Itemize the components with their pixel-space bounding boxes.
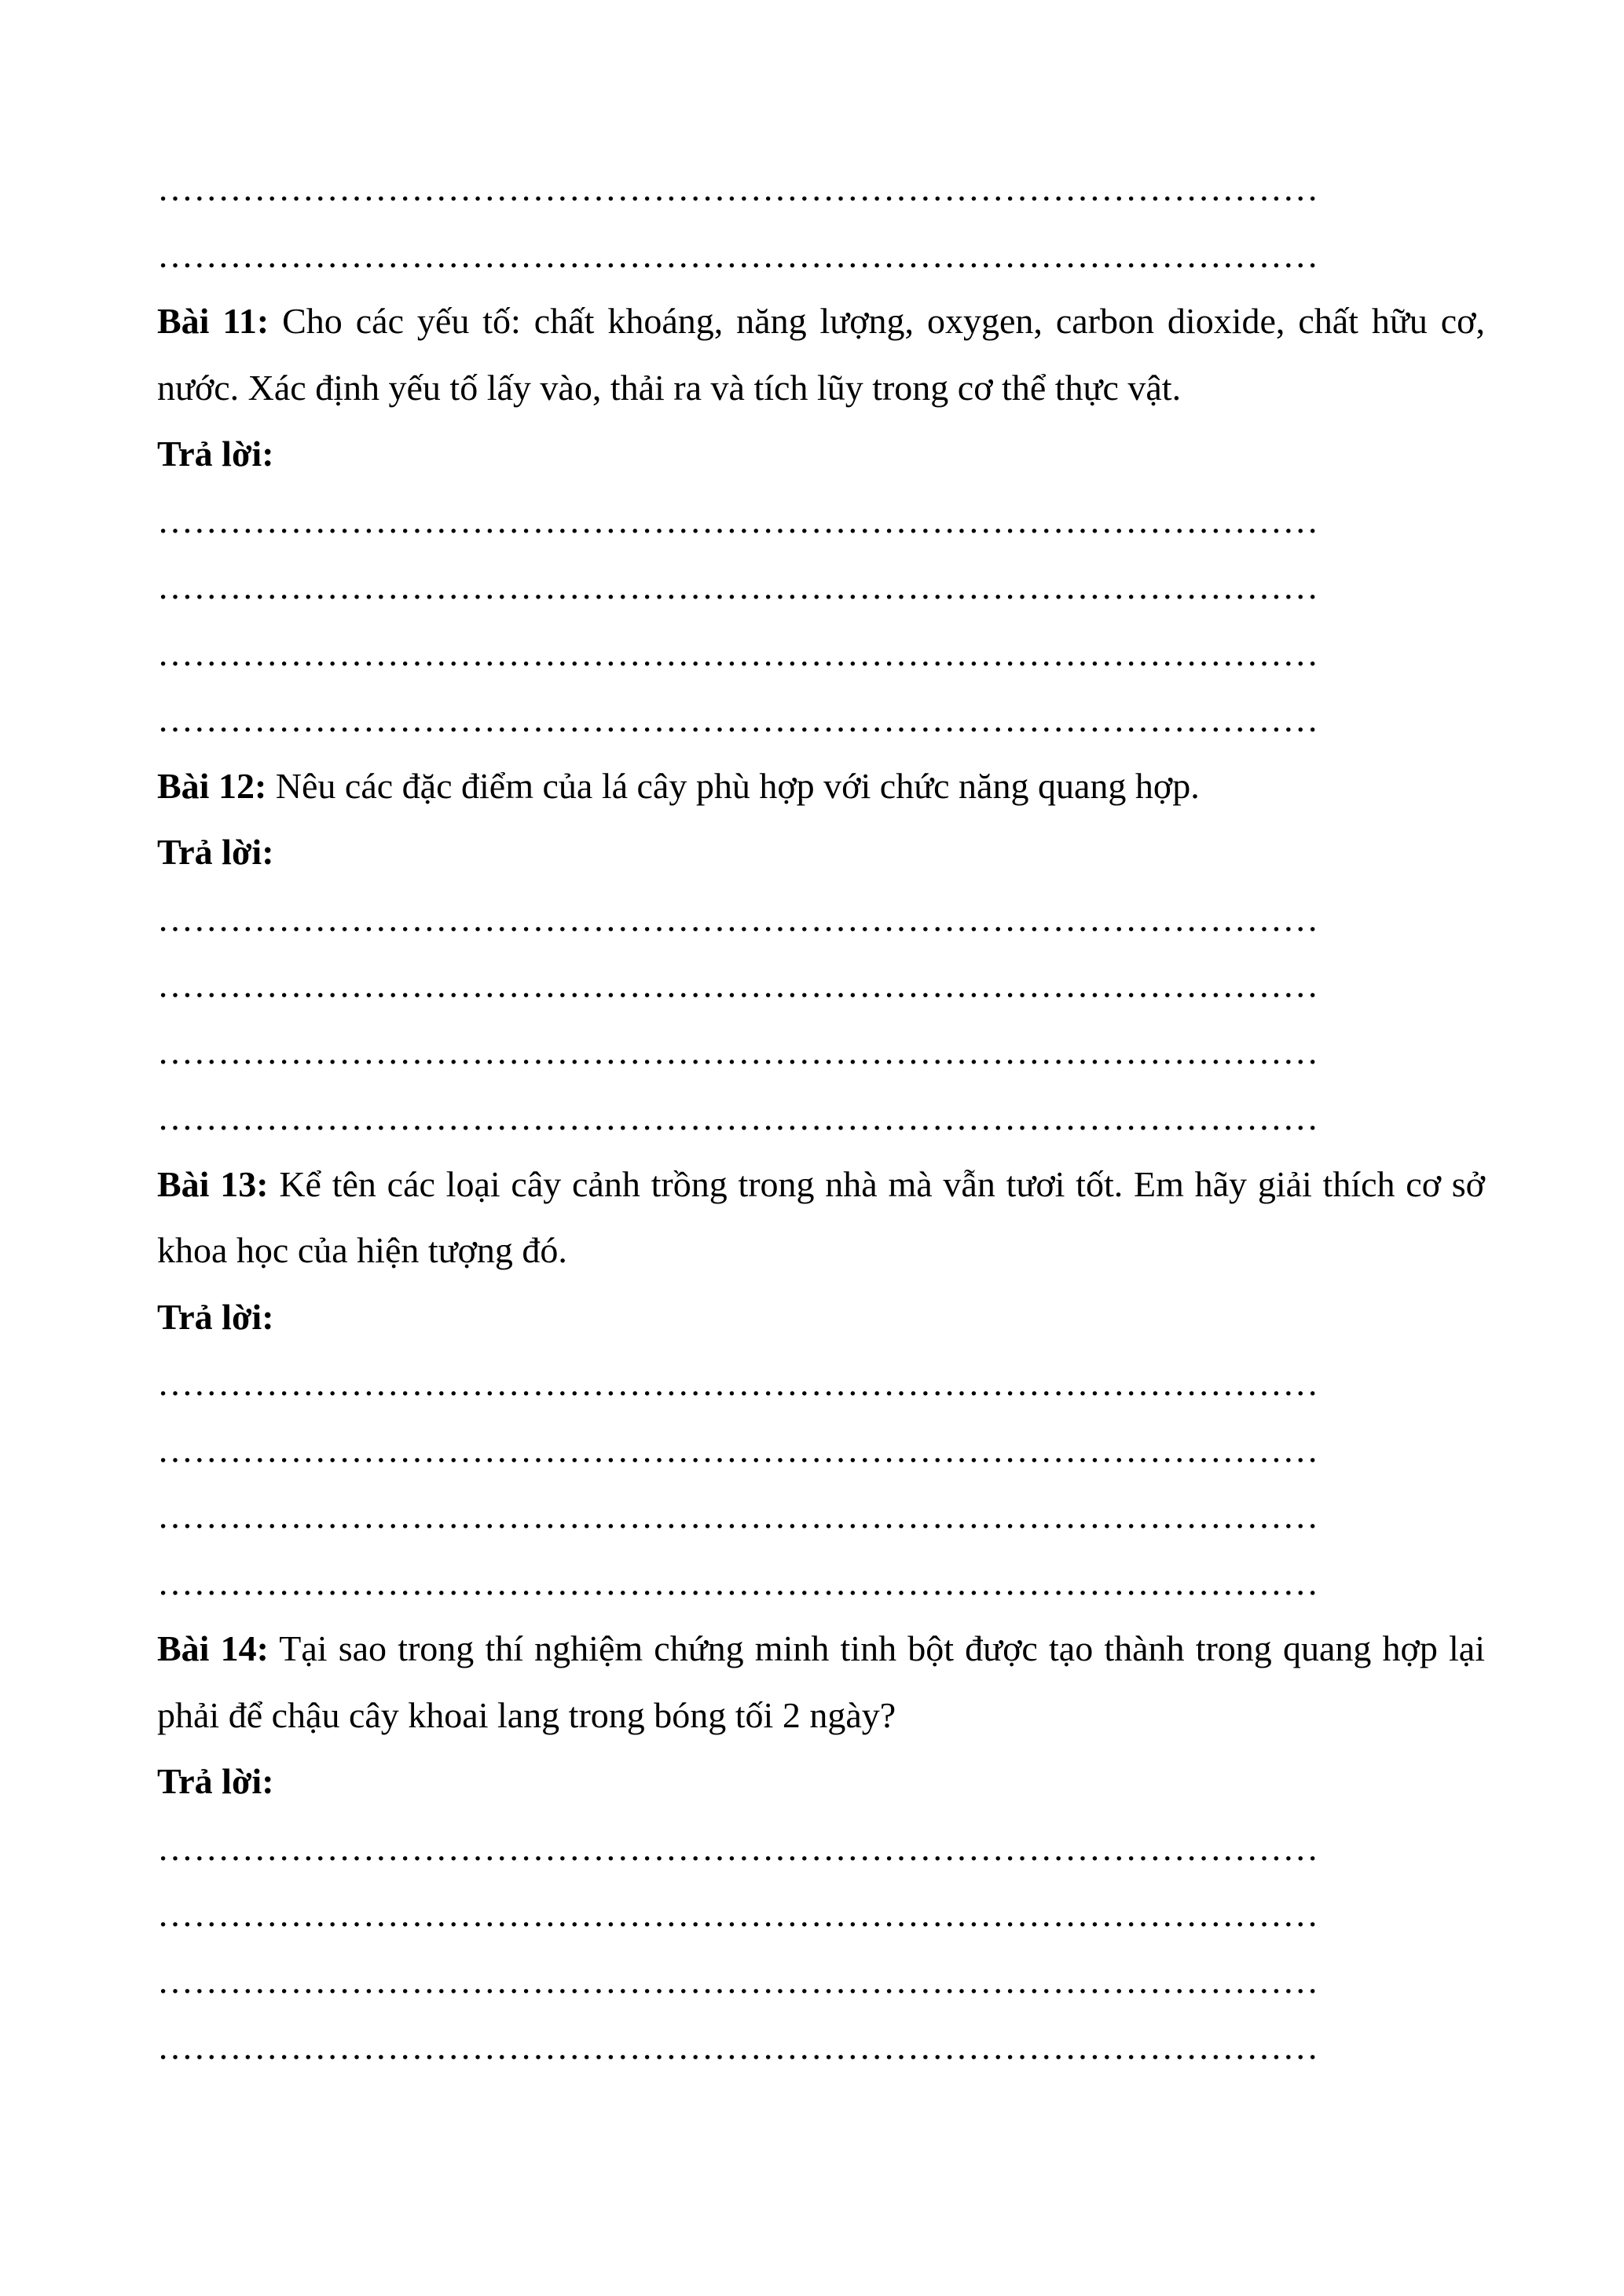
answer-line: …………………………………………………………………………………… (157, 1827, 1319, 1868)
answer-line: …………………………………………………………………………………… (157, 500, 1319, 540)
answer-line: …………………………………………………………………………………… (157, 898, 1319, 939)
worksheet-page (157, 156, 1485, 2081)
answer-line: …………………………………………………………………………………… (157, 168, 1319, 208)
question-block (157, 288, 1485, 753)
answer-line: …………………………………………………………………………………… (157, 566, 1319, 606)
answer-line: …………………………………………………………………………………… (157, 1960, 1319, 2001)
question-label: Bài 14: (157, 1628, 269, 1668)
question-body: Cho các yếu tố: chất khoáng, năng lượng, oxygen, carbon dioxide, chất hữu cơ, nước. Xác định yếu tố lấy vào, thải ra và tích lũy trong cơ thể thực vật. (157, 301, 1486, 408)
question-label: Bài 11: (157, 301, 269, 341)
question-block (157, 1616, 1485, 2081)
question-body: Nêu các đặc điểm của lá cây phù hợp với chức năng quang hợp. (275, 765, 1200, 806)
answer-line: …………………………………………………………………………………… (157, 1363, 1319, 1403)
question-body: Kể tên các loại cây cảnh trồng trong nhà mà vẫn tươi tốt. Em hãy giải thích cơ sở khoa học của hiện tượng đó. (157, 1163, 1486, 1270)
answer-line: …………………………………………………………………………………… (157, 234, 1319, 275)
answer-line: …………………………………………………………………………………… (157, 699, 1319, 739)
answer-line: …………………………………………………………………………………… (157, 1429, 1319, 1470)
question-body: Tại sao trong thí nghiệm chứng minh tinh bột được tạo thành trong quang hợp lại phải để chậu cây khoai lang trong bóng tối 2 ngày? (157, 1628, 1485, 1735)
question-label: Bài 12: (157, 765, 267, 806)
question-text (157, 1152, 1485, 1284)
answer-line: …………………………………………………………………………………… (157, 1496, 1319, 1536)
question-text (157, 1616, 1485, 1749)
answer-label: Trả lời: (157, 1296, 274, 1337)
answer-line: …………………………………………………………………………………… (157, 1097, 1319, 1137)
question-text (157, 288, 1485, 421)
question-block (157, 753, 1485, 1152)
question-text (157, 753, 1485, 820)
answer-line: …………………………………………………………………………………… (157, 1894, 1319, 1934)
question-block (157, 1152, 1485, 1617)
answer-line: …………………………………………………………………………………… (157, 965, 1319, 1005)
question-label: Bài 13: (157, 1163, 269, 1204)
answer-line: …………………………………………………………………………………… (157, 2027, 1319, 2067)
answer-line: …………………………………………………………………………………… (157, 1562, 1319, 1602)
answer-line: …………………………………………………………………………………… (157, 1031, 1319, 1071)
answer-label: Trả lời: (157, 434, 274, 474)
answer-label: Trả lời: (157, 832, 274, 872)
answer-label: Trả lời: (157, 1761, 274, 1801)
answer-line: …………………………………………………………………………………… (157, 632, 1319, 673)
